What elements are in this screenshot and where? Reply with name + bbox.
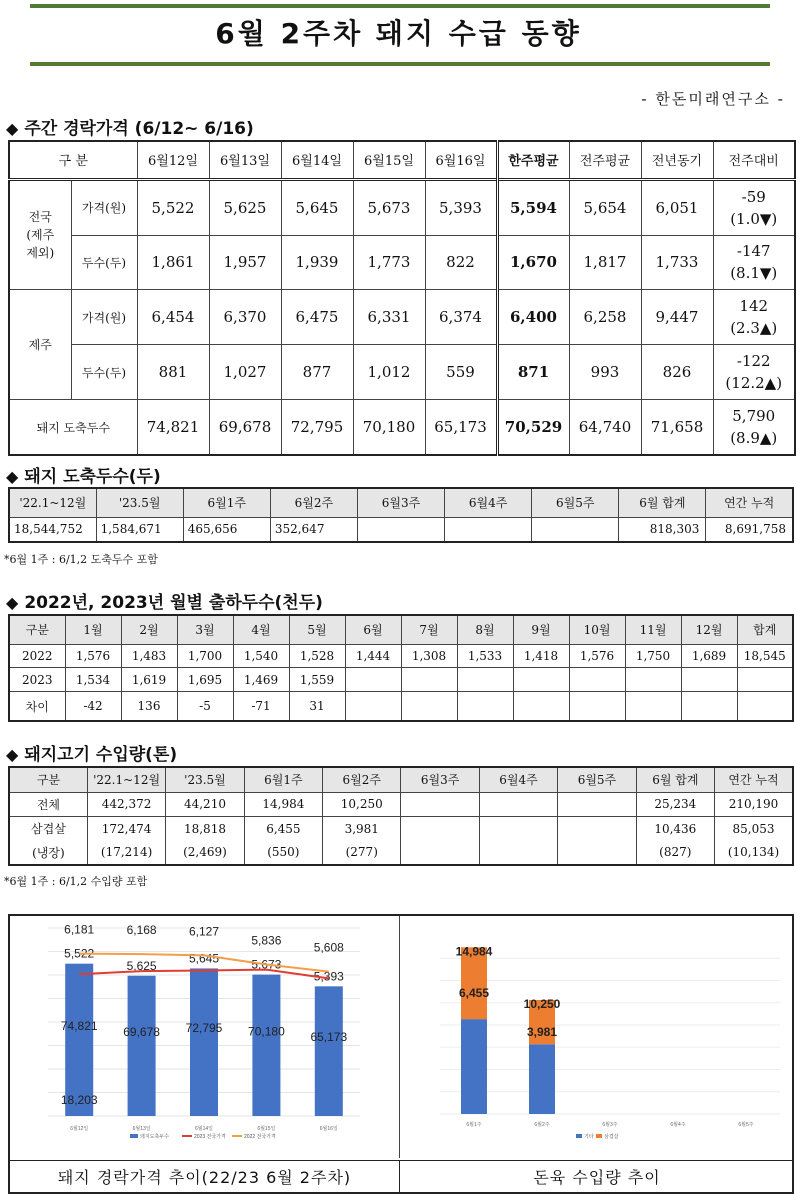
table-cell: 64,740 [569, 400, 641, 455]
belly-data-label: 6,455 [458, 986, 490, 1001]
table-cell: 차이 [9, 692, 65, 721]
table-row [9, 692, 793, 721]
bar [190, 968, 218, 1116]
table-cell: (827) [636, 840, 714, 865]
table-cell: 559 [425, 345, 497, 400]
change-cell [713, 179, 795, 235]
table-cell: 1,534 [65, 668, 121, 692]
section-title-text: 돼지 도축두수(두) [24, 467, 161, 487]
header-cell: 6월4주 [445, 488, 532, 517]
slaughter-note: *6월 1주 : 6/1,2 도축두수 포함 [4, 553, 158, 566]
price-data-label: 5,393 [313, 969, 344, 984]
bar-other [529, 1044, 555, 1114]
section-title-slaughter [6, 462, 161, 487]
weekly-price-table [8, 140, 796, 456]
table-cell [558, 792, 636, 817]
table-cell [345, 668, 401, 692]
legend-label: 2023 전국가격 [194, 1134, 226, 1140]
table-cell: 18,544,752 [9, 517, 96, 542]
legend-label: 삼겹살 [604, 1134, 619, 1140]
table-row [9, 179, 795, 235]
import-trend-chart [400, 916, 792, 1156]
table-cell [737, 692, 793, 721]
price-data-label: 5,522 [64, 946, 95, 961]
bar [315, 986, 343, 1116]
change-percent: (1.0▼) [730, 209, 778, 228]
legend-label: 돼지도축두수 [140, 1134, 169, 1140]
diamond-bullet-icon: ◆ [6, 745, 19, 764]
table-cell: 1,528 [289, 644, 345, 668]
change-value: 5,790 [732, 407, 776, 426]
table-cell [357, 517, 444, 542]
change-value: 142 [739, 297, 769, 316]
table-cell [532, 517, 619, 542]
table-cell: 993 [569, 345, 641, 400]
table-cell [737, 668, 793, 692]
monthly-shipment-table [8, 614, 794, 722]
header-cell: 6월 합계 [619, 488, 706, 517]
import-chart-box [400, 916, 794, 1158]
price-chart-caption: 돼지 경락가격 추이(22/23 6월 2주차) [10, 1160, 400, 1194]
header-cell: 9월 [513, 615, 569, 644]
header-cell: 6월 합계 [636, 767, 714, 792]
header-cell: 6월12일 [137, 141, 209, 179]
table-cell: 5,522 [137, 179, 209, 235]
diamond-bullet-icon: ◆ [6, 593, 19, 612]
table-cell: 442,372 [87, 792, 165, 817]
header-cell: 11월 [625, 615, 681, 644]
header-cell: 전년동기 [641, 141, 713, 179]
change-cell [713, 400, 795, 455]
table-cell: 65,173 [425, 400, 497, 455]
change-percent: (2.3▲) [730, 319, 778, 338]
region-label-national [9, 179, 71, 290]
legend-label: 2022 전국가격 [244, 1134, 276, 1140]
charts-panel [8, 914, 794, 1194]
table-cell [457, 668, 513, 692]
header-cell: 구 분 [9, 141, 137, 179]
header-cell: 6월3주 [357, 488, 444, 517]
table-cell: 5,393 [425, 179, 497, 235]
table-cell: 10,436 [636, 817, 714, 841]
header-cell: 6월3주 [401, 767, 479, 792]
table-row [9, 644, 793, 668]
region-label-line: 제외) [26, 245, 55, 260]
table-cell: 18,818 [166, 817, 244, 841]
table-cell: (2,469) [166, 840, 244, 865]
header-cell: 7월 [401, 615, 457, 644]
row-label: 가격(원) [71, 179, 137, 235]
table-cell: 1,483 [121, 644, 177, 668]
row-label: 가격(원) [71, 290, 137, 345]
table-cell: (10,134) [715, 840, 793, 865]
table-row [9, 668, 793, 692]
table-cell: 826 [641, 345, 713, 400]
table-cell: 1,584,671 [96, 517, 183, 542]
header-cell: 6월1주 [244, 767, 322, 792]
x-tick-label: 6월15일 [257, 1126, 276, 1132]
price-data-label: 5,645 [188, 951, 220, 966]
table-cell: 1,733 [641, 235, 713, 290]
x-tick-label: 6월1주 [466, 1122, 482, 1128]
line-2022-data-label: 5,836 [251, 933, 282, 948]
bar-data-label: 72,795 [185, 1021, 223, 1036]
table-cell: 2022 [9, 644, 65, 668]
table-cell: 6,454 [137, 290, 209, 345]
diamond-bullet-icon: ◆ [6, 119, 19, 138]
row-label: 두수(두) [71, 235, 137, 290]
x-tick-label: 6월5주 [738, 1122, 754, 1128]
header-cell: 5월 [289, 615, 345, 644]
change-percent: (8.1▼) [730, 264, 778, 283]
title-bottom-rule [30, 62, 770, 66]
x-tick-label: 6월4주 [670, 1122, 686, 1128]
price-trend-chart [10, 916, 398, 1156]
x-tick-label: 6월12일 [70, 1126, 89, 1132]
change-value: -59 [741, 187, 766, 206]
bar-data-label: 65,173 [310, 1030, 348, 1045]
region-label-line: 전국 [28, 209, 52, 224]
table-cell: 6,455 [244, 817, 322, 841]
table-cell [479, 792, 557, 817]
header-cell: 6월5주 [532, 488, 619, 517]
table-cell: 5,673 [353, 179, 425, 235]
table-cell [625, 692, 681, 721]
table-cell: 1,469 [233, 668, 289, 692]
section-title-text: 2022년, 2023년 월별 출하두수(천두) [24, 593, 323, 613]
table-cell [401, 792, 479, 817]
table-cell: 877 [281, 345, 353, 400]
table-cell: 44,210 [166, 792, 244, 817]
table-cell: (550) [244, 840, 322, 865]
table-row [9, 345, 795, 400]
import-chart-caption: 돈육 수입량 추이 [400, 1160, 794, 1194]
table-header-row [9, 767, 793, 792]
table-cell: 71,658 [641, 400, 713, 455]
line-2022-data-label: 6,181 [64, 922, 95, 937]
diamond-bullet-icon: ◆ [6, 467, 19, 486]
table-cell: 1,540 [233, 644, 289, 668]
line-2022-data-label: 5,608 [313, 940, 344, 955]
table-cell: 70,529 [497, 400, 569, 455]
legend-swatch-bar [130, 1134, 138, 1138]
table-cell: 69,678 [209, 400, 281, 455]
table-cell: 5,625 [209, 179, 281, 235]
header-cell: '23.5월 [166, 767, 244, 792]
header-cell: '22.1~12월 [9, 488, 96, 517]
table-cell: 871 [497, 345, 569, 400]
table-cell: 1,750 [625, 644, 681, 668]
import-note: *6월 1주 : 6/1,2 수입량 포함 [4, 875, 148, 888]
header-cell: 6월 [345, 615, 401, 644]
header-cell: 6월5주 [558, 767, 636, 792]
header-cell: 4월 [233, 615, 289, 644]
import-table [8, 766, 794, 866]
header-cell: 6월16일 [425, 141, 497, 179]
table-cell: 전체 [9, 792, 87, 817]
table-cell: 5,654 [569, 179, 641, 235]
header-cell: 2월 [121, 615, 177, 644]
table-cell: 881 [137, 345, 209, 400]
header-cell: 6월15일 [353, 141, 425, 179]
section-title-text: 주간 경락가격 (6/12~ 6/16) [24, 119, 254, 139]
table-cell: 74,821 [137, 400, 209, 455]
section-title-import [6, 740, 177, 765]
x-tick-label: 6월13일 [132, 1126, 151, 1132]
table-cell: 삼겹살 [9, 817, 87, 841]
table-cell [569, 692, 625, 721]
table-cell [401, 817, 479, 841]
table-cell [479, 817, 557, 841]
table-cell: 85,053 [715, 817, 793, 841]
table-cell [569, 668, 625, 692]
table-header-row [9, 615, 793, 644]
table-cell [558, 840, 636, 865]
header-cell: 6월4주 [479, 767, 557, 792]
price-data-label: 5,673 [251, 957, 282, 972]
header-cell: 6월13일 [209, 141, 281, 179]
table-row [9, 817, 793, 841]
bar-data-label: 74,821 [60, 1018, 98, 1033]
total-data-label: 10,250 [523, 996, 561, 1011]
change-cell [713, 345, 795, 400]
total-data-label: 14,984 [455, 944, 493, 959]
header-cell: 12월 [681, 615, 737, 644]
header-cell: '22.1~12월 [87, 767, 165, 792]
title-top-rule [30, 4, 770, 8]
region-label-jeju: 제주 [9, 290, 71, 400]
table-cell: 6,051 [641, 179, 713, 235]
header-cell: 전주대비 [713, 141, 795, 179]
table-cell: 2023 [9, 668, 65, 692]
table-cell: 1,773 [353, 235, 425, 290]
table-cell: 31 [289, 692, 345, 721]
table-cell [625, 668, 681, 692]
table-cell: 1,012 [353, 345, 425, 400]
header-cell: 6월14일 [281, 141, 353, 179]
table-cell [558, 817, 636, 841]
table-cell: 465,656 [183, 517, 270, 542]
table-row [9, 235, 795, 290]
table-cell [401, 692, 457, 721]
table-row [9, 290, 795, 345]
header-cell: 구분 [9, 767, 87, 792]
table-cell [681, 692, 737, 721]
legend-swatch-other [576, 1134, 582, 1138]
table-cell: 6,258 [569, 290, 641, 345]
bar [252, 975, 280, 1116]
table-cell: (냉장) [9, 840, 87, 865]
table-row [9, 840, 793, 865]
change-value: -147 [736, 242, 771, 261]
table-cell [401, 668, 457, 692]
table-cell [401, 840, 479, 865]
section-title-weekly-price [6, 114, 254, 139]
header-cell: 6월1주 [183, 488, 270, 517]
table-cell: -42 [65, 692, 121, 721]
table-cell: 1,817 [569, 235, 641, 290]
bar-data-label: 69,678 [123, 1024, 160, 1039]
header-cell: 연간 누적 [715, 767, 793, 792]
header-cell: 전주평균 [569, 141, 641, 179]
change-percent: (12.2▲) [725, 374, 783, 393]
row-label: 두수(두) [71, 345, 137, 400]
bar-other [461, 1019, 487, 1114]
table-cell: 1,670 [497, 235, 569, 290]
region-label-line: (제주 [26, 227, 55, 242]
table-cell [513, 692, 569, 721]
table-cell: 1,308 [401, 644, 457, 668]
table-cell: 136 [121, 692, 177, 721]
table-cell: -71 [233, 692, 289, 721]
table-cell: 1,861 [137, 235, 209, 290]
belly-data-label: 3,981 [526, 1025, 558, 1040]
table-cell: 6,374 [425, 290, 497, 345]
legend-label: 기타 [584, 1134, 594, 1140]
table-cell: 1,695 [177, 668, 233, 692]
table-cell: 1,418 [513, 644, 569, 668]
table-cell: 1,689 [681, 644, 737, 668]
table-header-row [9, 488, 793, 517]
table-cell: 10,250 [323, 792, 401, 817]
table-cell: 1,700 [177, 644, 233, 668]
row-label: 돼지 도축두수 [9, 400, 137, 455]
organization-name: - 한돈미래연구소 - [641, 90, 785, 108]
table-cell: 6,400 [497, 290, 569, 345]
table-cell: 1,559 [289, 668, 345, 692]
bar [128, 976, 156, 1116]
table-cell: 5,594 [497, 179, 569, 235]
x-tick-label: 6월14일 [194, 1126, 214, 1132]
table-row [9, 400, 795, 455]
table-cell: 1,576 [65, 644, 121, 668]
legend-swatch-belly [596, 1134, 602, 1138]
table-cell: 1,027 [209, 345, 281, 400]
table-cell: 25,234 [636, 792, 714, 817]
table-cell: 1,444 [345, 644, 401, 668]
table-cell [457, 692, 513, 721]
table-cell: 70,180 [353, 400, 425, 455]
table-cell [681, 668, 737, 692]
table-cell: (277) [323, 840, 401, 865]
table-cell: 1,533 [457, 644, 513, 668]
header-cell: 연간 누적 [706, 488, 793, 517]
table-cell: 6,475 [281, 290, 353, 345]
table-cell: 822 [425, 235, 497, 290]
table-cell: 3,981 [323, 817, 401, 841]
table-cell: 1,576 [569, 644, 625, 668]
table-cell: 818,303 [619, 517, 706, 542]
table-cell: 1,957 [209, 235, 281, 290]
table-cell: 6,331 [353, 290, 425, 345]
table-row [9, 517, 793, 542]
table-cell: 8,691,758 [706, 517, 793, 542]
header-cell: 1월 [65, 615, 121, 644]
extra-data-label: 18,203 [60, 1093, 98, 1107]
table-cell: 72,795 [281, 400, 353, 455]
line-2022-data-label: 6,168 [126, 923, 157, 938]
table-cell: -5 [177, 692, 233, 721]
table-cell [513, 668, 569, 692]
table-cell [479, 840, 557, 865]
table-cell: (17,214) [87, 840, 165, 865]
bar-data-label: 70,180 [248, 1024, 285, 1039]
header-cell: 합계 [737, 615, 793, 644]
change-cell [713, 235, 795, 290]
table-cell: 352,647 [270, 517, 357, 542]
change-cell [713, 290, 795, 345]
x-tick-label: 6월16일 [319, 1126, 338, 1132]
table-cell: 18,545 [737, 644, 793, 668]
table-cell: 210,190 [715, 792, 793, 817]
table-cell: 6,370 [209, 290, 281, 345]
table-cell: 5,645 [281, 179, 353, 235]
x-tick-label: 6월2주 [534, 1122, 550, 1128]
header-cell: 6월2주 [270, 488, 357, 517]
page-title: 6월 2주차 돼지 수급 동향 [215, 17, 582, 50]
x-tick-label: 6월3주 [602, 1122, 618, 1128]
section-title-monthly [6, 588, 323, 613]
table-cell: 1,939 [281, 235, 353, 290]
table-cell [345, 692, 401, 721]
header-cell: 한주평균 [497, 141, 569, 179]
section-title-text: 돼지고기 수입량(톤) [24, 745, 178, 765]
change-value: -122 [736, 352, 771, 371]
header-cell: 3월 [177, 615, 233, 644]
header-cell: 8월 [457, 615, 513, 644]
line-2022-data-label: 6,127 [188, 924, 220, 939]
table-row [9, 792, 793, 817]
table-cell: 9,447 [641, 290, 713, 345]
table-cell [445, 517, 532, 542]
header-cell: 구분 [9, 615, 65, 644]
price-data-label: 5,625 [126, 958, 157, 973]
table-cell: 14,984 [244, 792, 322, 817]
header-cell: '23.5월 [96, 488, 183, 517]
price-chart-box [10, 916, 400, 1158]
table-cell: 172,474 [87, 817, 165, 841]
change-percent: (8.9▲) [730, 429, 778, 448]
table-cell: 1,619 [121, 668, 177, 692]
slaughter-table [8, 487, 794, 543]
header-cell: 6월2주 [323, 767, 401, 792]
header-cell: 10월 [569, 615, 625, 644]
